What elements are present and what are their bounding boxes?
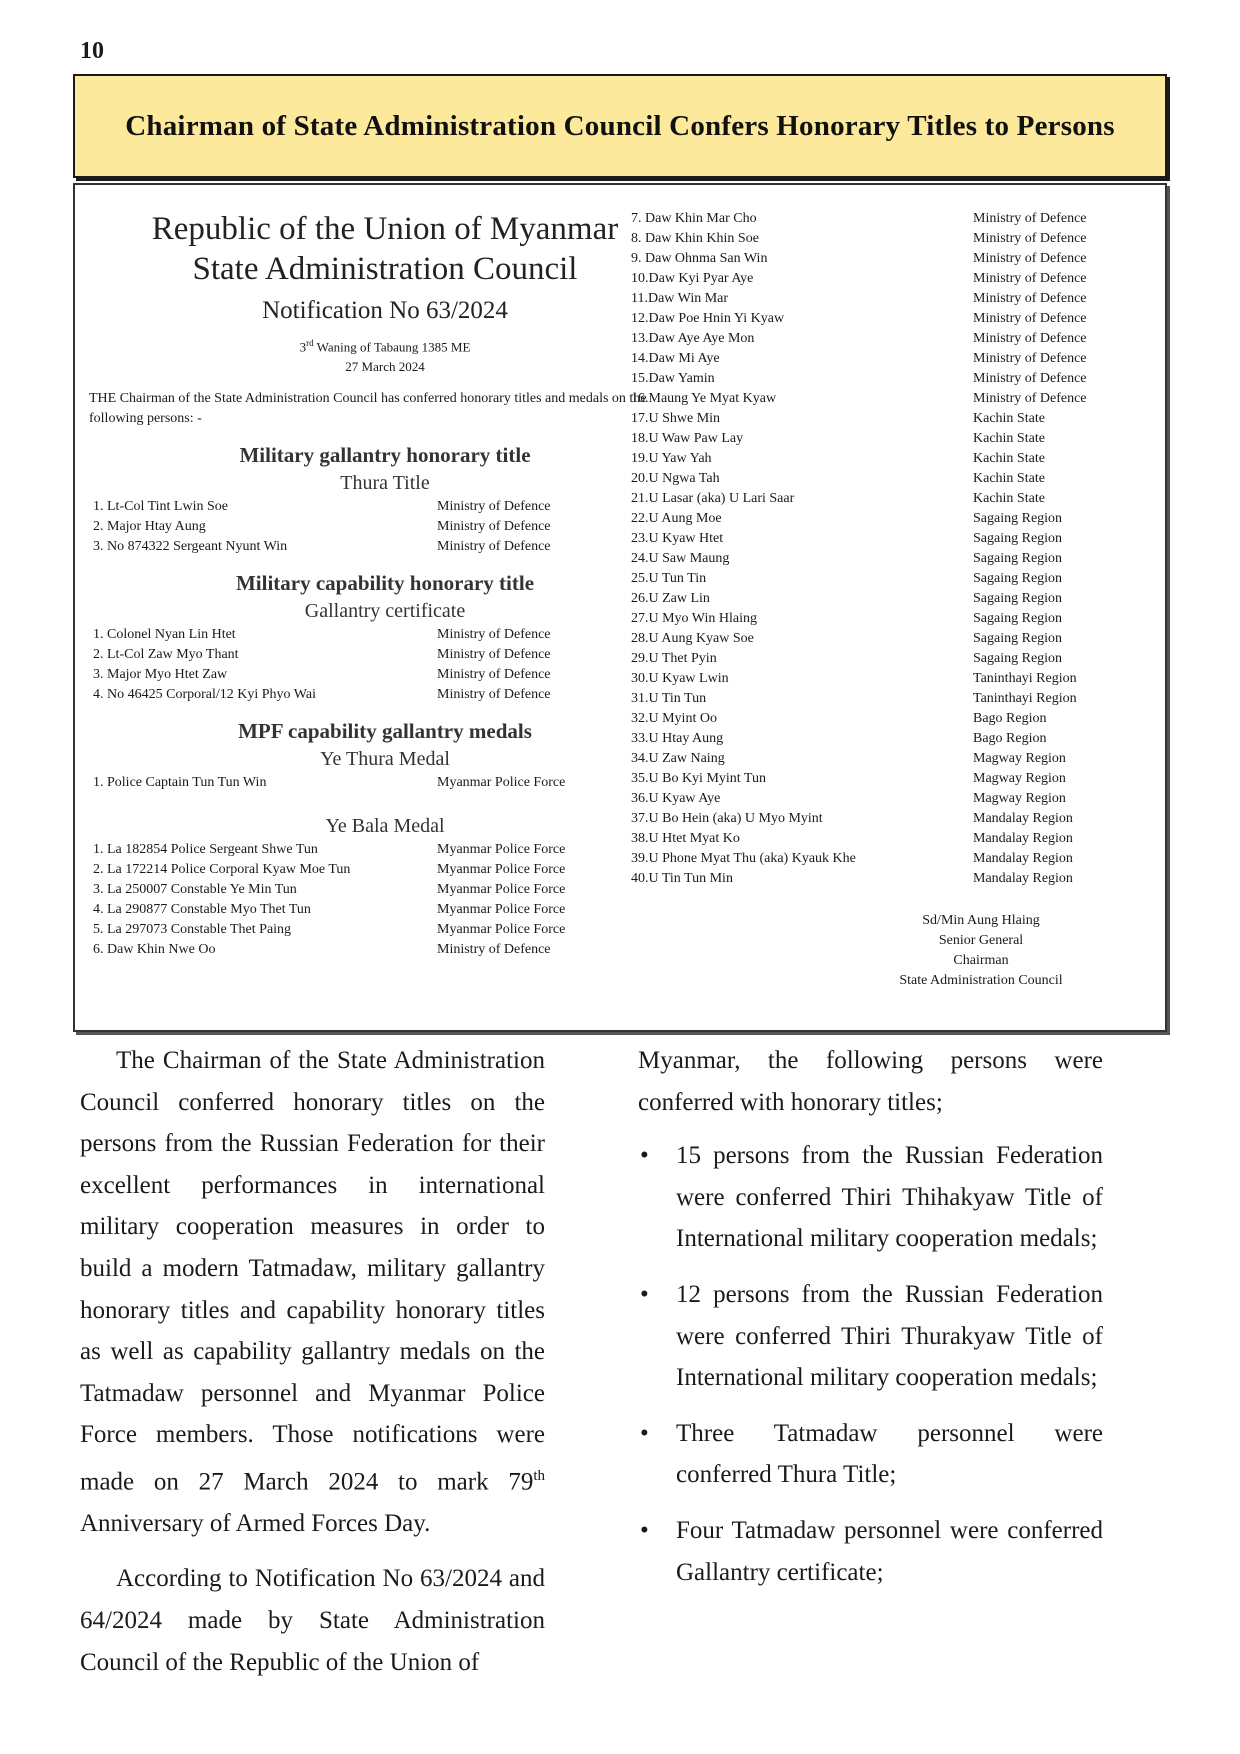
list-item: 30.U Kyaw Lwin Taninthayi Region — [631, 671, 1077, 686]
list-item: 6. Daw Khin Nwe Oo Ministry of Defence — [93, 942, 551, 958]
signature-name: Sd/Min Aung Hlaing — [922, 913, 1040, 928]
list-item: 2. La 172214 Police Corporal Kyaw Moe Tun Myanmar Police Force — [93, 862, 566, 878]
list-item: 10.Daw Kyi Pyar Aye Ministry of Defence — [631, 271, 1087, 286]
article-column-right — [638, 1040, 1103, 1607]
section-subtitle: Thura Title — [340, 472, 430, 495]
list-item: 40.U Tin Tun Min Mandalay Region — [631, 871, 1073, 886]
header-title: Chairman of State Administration Council Confers Honorary Titles to Persons — [125, 109, 1115, 142]
signature-position: Chairman — [953, 953, 1009, 968]
recipient-list — [631, 209, 1151, 889]
list-item: 12.Daw Poe Hnin Yi Kyaw Ministry of Defence — [631, 311, 1087, 326]
list-item: 39.U Phone Myat Thu (aka) Kyauk Khe Mandalay Region — [631, 851, 1073, 866]
list-item: 36.U Kyaw Aye Magway Region — [631, 791, 1066, 806]
list-item: 4. La 290877 Constable Myo Thet Tun Myanmar Police Force — [93, 902, 566, 918]
list-item: 17.U Shwe Min Kachin State — [631, 411, 1045, 426]
council-title: State Administration Council — [192, 251, 578, 287]
list-item: 1. La 182854 Police Sergeant Shwe Tun Myanmar Police Force — [93, 842, 566, 858]
list-item: 13.Daw Aye Aye Mon Ministry of Defence — [631, 331, 1087, 346]
section-rows — [85, 840, 685, 960]
section-title: MPF capability gallantry medals — [238, 719, 532, 744]
notification-intro: THE Chairman of the State Administration Council has conferred honorary titles and medals on the following persons: - — [89, 391, 647, 427]
section-subtitle: Gallantry certificate — [304, 600, 466, 623]
list-item: 8. Daw Khin Khin Soe Ministry of Defence — [631, 231, 1087, 246]
list-item: 25.U Tun Tin Sagaing Region — [631, 571, 1063, 586]
list-item: 15.Daw Yamin Ministry of Defence — [631, 371, 1087, 386]
article-column-left — [80, 1040, 545, 1683]
section-title: Military capability honorary title — [235, 571, 535, 596]
list-item: 16.Maung Ye Myat Kyaw Ministry of Defence — [631, 391, 1087, 406]
section-rows — [85, 625, 685, 705]
list-item: 38.U Htet Myat Ko Mandalay Region — [631, 831, 1073, 846]
list-item: 4. No 46425 Corporal/12 Kyi Phyo Wai Ministry of Defence — [93, 687, 551, 703]
page-number: 10 — [80, 38, 104, 64]
article-paragraph: According to Notification No 63/2024 and 64/2024 made by State Administration Council of the Republic of the Union of — [80, 1565, 545, 1676]
list-item: 18.U Waw Paw Lay Kachin State — [631, 431, 1045, 446]
republic-title: Republic of the Union of Myanmar — [151, 211, 619, 247]
list-item: 23.U Kyaw Htet Sagaing Region — [631, 531, 1063, 546]
notification-dates — [85, 333, 685, 377]
list-item: 3. Major Myo Htet Zaw Ministry of Defence — [93, 667, 551, 683]
list-item: 1. Lt-Col Tint Lwin Soe Ministry of Defence — [93, 499, 551, 515]
list-item: 3. La 250007 Constable Ye Min Tun Myanmar Police Force — [93, 882, 566, 898]
list-item: 20.U Ngwa Tah Kachin State — [631, 471, 1045, 486]
section-rows — [85, 497, 685, 557]
list-item: 14.Daw Mi Aye Ministry of Defence — [631, 351, 1087, 366]
list-item: 5. La 297073 Constable Thet Paing Myanmar Police Force — [93, 922, 566, 938]
signature-block — [831, 911, 1131, 991]
list-item: 34.U Zaw Naing Magway Region — [631, 751, 1066, 766]
notification-number: Notification No 63/2024 — [262, 297, 508, 324]
list-item: 11.Daw Win Mar Ministry of Defence — [631, 291, 1087, 306]
list-item: 35.U Bo Kyi Myint Tun Magway Region — [631, 771, 1066, 786]
list-item: 24.U Saw Maung Sagaing Region — [631, 551, 1063, 566]
gregorian-date: 27 March 2024 — [345, 359, 425, 375]
list-item: 31.U Tin Tun Taninthayi Region — [631, 691, 1077, 706]
section-subtitle: Ye Thura Medal — [320, 748, 450, 771]
list-item: 7. Daw Khin Mar Cho Ministry of Defence — [631, 211, 1087, 226]
waning-date: 3rd Waning of Tabaung 1385 ME — [299, 338, 471, 355]
header-banner — [73, 74, 1167, 178]
section-title: Military gallantry honorary title — [239, 443, 531, 468]
list-item: 22.U Aung Moe Sagaing Region — [631, 511, 1063, 526]
list-item: 37.U Bo Hein (aka) U Myo Myint Mandalay Region — [631, 811, 1073, 826]
notification-image — [73, 183, 1167, 1032]
list-item: 33.U Htay Aung Bago Region — [631, 731, 1047, 746]
list-item: • 15 persons from the Russian Federation were conferred Thiri Thihakyaw Title of International military cooperation medals; — [638, 1135, 1103, 1260]
notification-left-column — [85, 209, 685, 960]
list-item: • Three Tatmadaw personnel were conferred Thura Title; — [638, 1413, 1103, 1496]
list-item: 19.U Yaw Yah Kachin State — [631, 451, 1045, 466]
list-item: 27.U Myo Win Hlaing Sagaing Region — [631, 611, 1063, 626]
list-item: 2. Lt-Col Zaw Myo Thant Ministry of Defence — [93, 647, 551, 663]
list-item: 3. No 874322 Sergeant Nyunt Win Ministry of Defence — [93, 539, 551, 555]
list-item: 32.U Myint Oo Bago Region — [631, 711, 1047, 726]
signature-rank: Senior General — [938, 933, 1024, 948]
list-item: 1. Police Captain Tun Tun Win Myanmar Police Force — [93, 775, 566, 791]
list-item: 21.U Lasar (aka) U Lari Saar Kachin State — [631, 491, 1045, 506]
signature-organization: State Administration Council — [899, 973, 1063, 988]
article-paragraph: The Chairman of the State Administration Council conferred honorary titles on the persons from the Russian Federation for their excellent performances in international military cooperation measures in order to build a modern Tatmadaw, military gallantry honorary titles and capability honorary titles as well as capability gallantry medals on the Tatmadaw personnel and Myanmar Police Force members. Those notifications were made on 27 March 2024 to mark 79th Anniversary of Armed Forces Day. — [80, 1047, 545, 1537]
list-item: • Four Tatmadaw personnel were conferred Gallantry certificate; — [638, 1510, 1103, 1593]
notification-right-column — [631, 209, 1151, 991]
section-rows — [85, 773, 685, 793]
list-item: 9. Daw Ohnma San Win Ministry of Defence — [631, 251, 1087, 266]
list-item: 28.U Aung Kyaw Soe Sagaing Region — [631, 631, 1063, 646]
list-item: 1. Colonel Nyan Lin Htet Ministry of Defence — [93, 627, 551, 643]
list-item: 29.U Thet Pyin Sagaing Region — [631, 651, 1063, 666]
list-item: • 12 persons from the Russian Federation were conferred Thiri Thurakyaw Title of International military cooperation medals; — [638, 1274, 1103, 1399]
list-item: 2. Major Htay Aung Ministry of Defence — [93, 519, 551, 535]
article-paragraph: Myanmar, the following persons were conferred with honorary titles; — [638, 1047, 1103, 1116]
bullet-list — [638, 1135, 1103, 1593]
list-item: 26.U Zaw Lin Sagaing Region — [631, 591, 1063, 606]
section-subtitle: Ye Bala Medal — [325, 815, 445, 838]
